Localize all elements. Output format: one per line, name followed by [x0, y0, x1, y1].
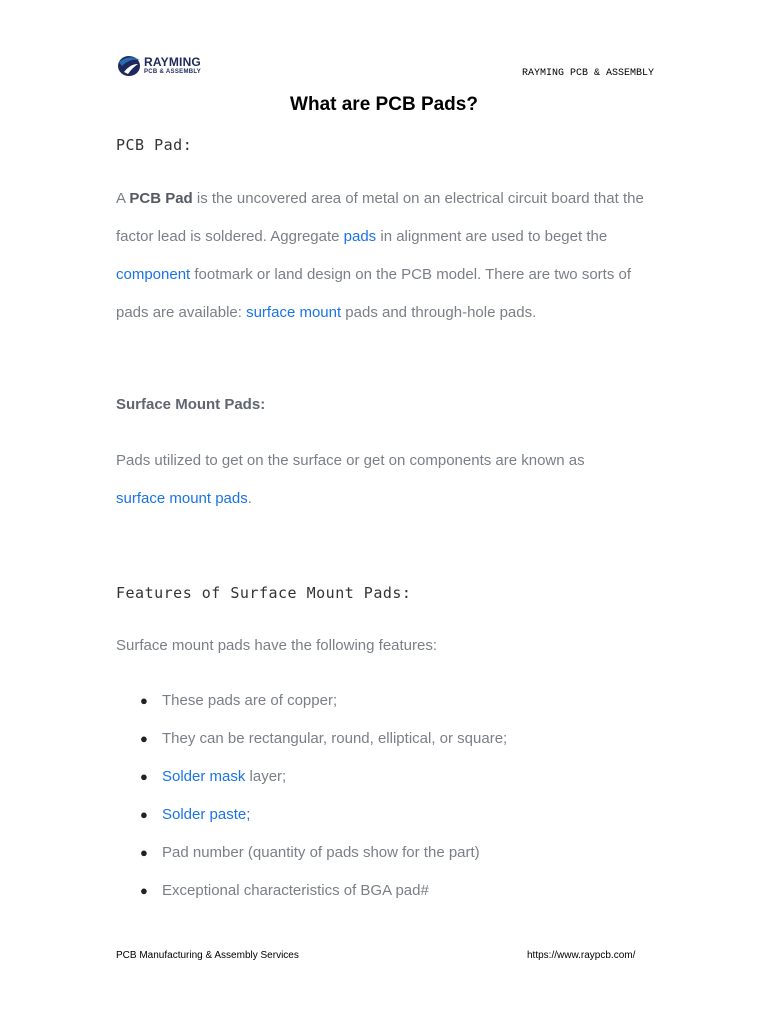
text: Pads utilized to get on the surface or get on components are known as — [116, 452, 585, 469]
header-company-name: RAYMING PCB & ASSEMBLY — [522, 68, 655, 79]
features-intro: Surface mount pads have the following features: — [116, 637, 438, 654]
list-item — [140, 720, 508, 758]
component-link[interactable]: component — [116, 266, 191, 283]
bold-term: PCB Pad — [129, 190, 193, 207]
surface-mount-link[interactable]: surface mount — [246, 304, 342, 321]
bullet-icon: ● — [140, 807, 148, 822]
company-logo — [116, 52, 216, 80]
surface-mount-pads-link[interactable]: surface mount pads — [116, 490, 248, 507]
text: . — [247, 490, 252, 507]
list-item — [140, 682, 507, 720]
item-text: Exceptional characteristics of BGA pad# — [162, 882, 429, 899]
item-text: Pad number (quantity of pads show for the part) — [162, 844, 480, 861]
footer-services: PCB Manufacturing & Assembly Services — [116, 950, 299, 961]
section-heading-features: Features of Surface Mount Pads: — [116, 584, 412, 602]
section-heading-pcb-pad: PCB Pad: — [116, 136, 193, 154]
surface-mount-paragraph — [116, 442, 616, 518]
page-title: What are PCB Pads? — [290, 94, 478, 115]
pads-link[interactable]: pads — [343, 228, 377, 245]
item-text: layer; — [245, 768, 287, 785]
solder-paste-link[interactable]: Solder paste; — [162, 806, 251, 823]
list-item — [140, 796, 507, 834]
pcb-pad-paragraph — [116, 180, 656, 332]
bullet-icon: ● — [140, 693, 148, 708]
section-heading-surface-mount-pads: Surface Mount Pads: — [116, 396, 266, 413]
features-list — [116, 682, 507, 910]
text: pads and through-hole pads. — [341, 304, 537, 321]
list-item — [140, 872, 507, 910]
list-item — [140, 834, 507, 872]
solder-mask-link[interactable]: Solder mask — [162, 768, 246, 785]
logo-name: RAYMING — [144, 55, 201, 69]
footer-url-link[interactable]: https://www.raypcb.com/ — [527, 950, 636, 961]
bullet-icon: ● — [140, 845, 148, 860]
list-item — [140, 758, 507, 796]
text: A — [116, 190, 130, 207]
logo-subtitle: PCB & ASSEMBLY — [144, 69, 202, 75]
bullet-icon: ● — [140, 731, 148, 746]
logo-swirl-icon — [116, 52, 142, 78]
bullet-icon: ● — [140, 769, 148, 784]
text: is the uncovered area of metal on an electrical circuit board that the factor lead is soldered. Aggregate — [116, 190, 644, 245]
text: in alignment are used to beget the — [376, 228, 608, 245]
text: footmark or land design on the PCB model. There are two sorts of pads are available: — [116, 266, 631, 321]
item-text: They can be rectangular, round, elliptical, or square; — [162, 730, 508, 747]
bullet-icon: ● — [140, 883, 148, 898]
item-text: These pads are of copper; — [162, 692, 338, 709]
